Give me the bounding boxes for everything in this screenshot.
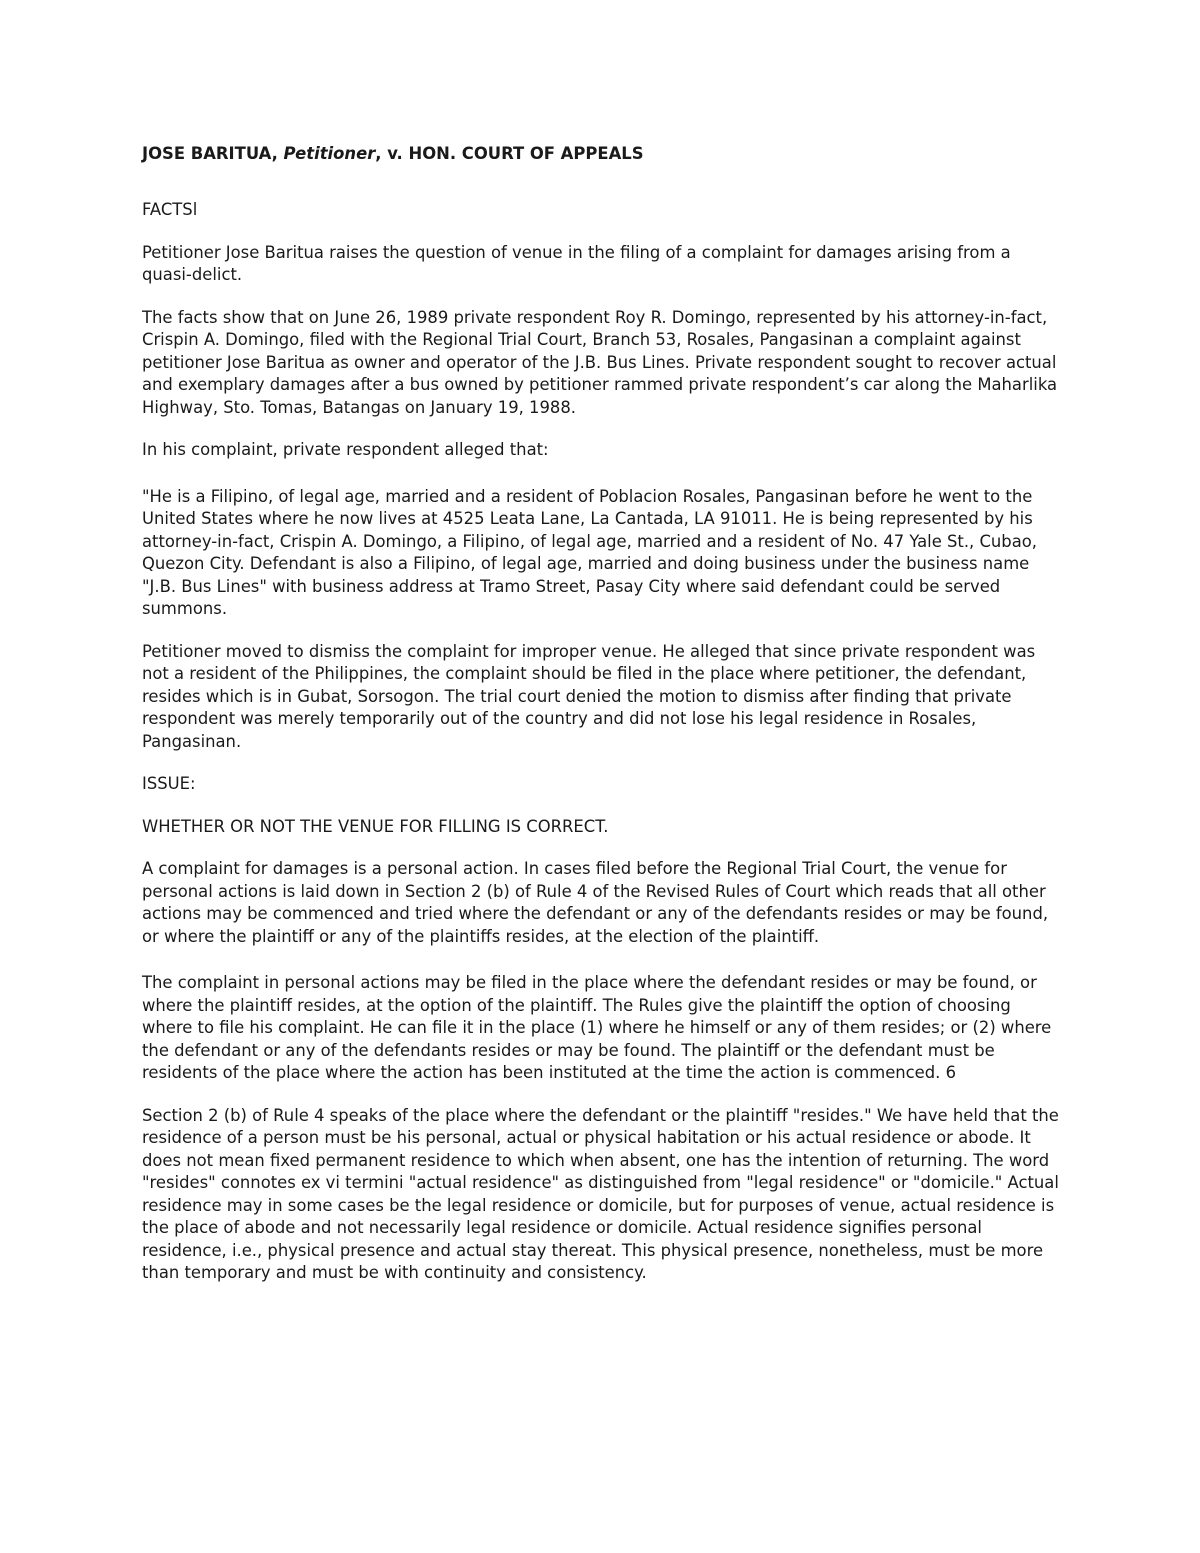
case-title [142,143,1062,165]
case-title-respondent: , v. HON. COURT OF APPEALS [375,144,644,163]
issue-statement: WHETHER OR NOT THE VENUE FOR FILLING IS CORRECT. [142,816,609,836]
paragraph-intro: Petitioner Jose Baritua raises the question of venue in the filing of a complaint for damages arising from a quasi-delict. [142,242,1011,284]
facts-heading: FACTSl [142,200,198,219]
paragraph-facts: The facts show that on June 26, 1989 private respondent Roy R. Domingo, represented by his attorney-in-fact, Crispin A. Domingo, filed with the Regional Trial Court, Branch 53, Rosales, Pangasinan a complaint against petitioner Jose Baritua as owner and operator of the J.B. Bus Lines. Private respondent sought to recover actual and exemplary damages after a bus owned by petitioner rammed private respondent’s car along the Maharlika Highway, Sto. Tomas, Batangas on January 19, 1988. [142,307,1058,417]
document-body [142,143,1062,1305]
paragraph-allegation-quote: "He is a Filipino, of legal age, married and a resident of Poblacion Rosales, Pangasinan before he went to the United States where he now lives at 4525 Leata Lane, La Cantada, LA 91011. He is being represented by his attorney-in-fact, Crispin A. Domingo, a Filipino, of legal age, married and a resident of No. 47 Yale St., Cubao, Quezon City. Defendant is also a Filipino, of legal age, married and doing business under the business name "J.B. Bus Lines" with business address at Tramo Street, Pasay City where said defendant could be served summons. [142,486,1037,618]
issue-heading: ISSUE: [142,774,196,793]
case-title-role: Petitioner [283,144,376,163]
paragraph-complaint-lead: In his complaint, private respondent alleged that: [142,440,549,459]
case-title-petitioner: JOSE BARITUA, [142,144,284,163]
paragraph-motion-to-dismiss: Petitioner moved to dismiss the complaint for improper venue. He alleged that since private respondent was not a resident of the Philippines, the complaint should be filed in the place where petitioner, the defendant, resides which is in Gubat, Sorsogon. The trial court denied the motion to dismiss after finding that private respondent was merely temporarily out of the country and did not lose his legal residence in Rosales, Pangasinan. [142,641,1036,751]
paragraph-personal-action: A complaint for damages is a personal action. In cases filed before the Regional Trial Court, the venue for personal actions is laid down in Section 2 (b) of Rule 4 of the Revised Rules of Court which reads that all other actions may be commenced and tried where the defendant or any of the defendants resides or may be found, or where the plaintiff or any of the plaintiffs resides, at the election of the plaintiff. [142,859,1049,946]
paragraph-venue-option: The complaint in personal actions may be filed in the place where the defendant resides or may be found, or where the plaintiff resides, at the option of the plaintiff. The Rules give the plaintiff the option of choosing where to file his complaint. He can file it in the place (1) where he himself or any of them resides; or (2) where the defendant or any of the defendants resides or may be found. The plaintiff or the defendant must be residents of the place where the action has been instituted at the time the action is commenced. 6 [142,973,1052,1082]
paragraph-residence-meaning: Section 2 (b) of Rule 4 speaks of the place where the defendant or the plaintiff "resides." We have held that the residence of a person must be his personal, actual or physical habitation or his actual residence or abode. It does not mean fixed permanent residence to which when absent, one has the intention of returning. The word "resides" connotes ex vi termini "actual residence" as distinguished from "legal residence" or "domicile." Actual residence may in some cases be the legal residence or domicile, but for purposes of venue, actual residence is the place of abode and not necessarily legal residence or domicile. Actual residence signifies personal residence, i.e., physical presence and actual stay thereat. This physical presence, nonetheless, must be more than temporary and must be with continuity and consistency. [142,1105,1059,1282]
